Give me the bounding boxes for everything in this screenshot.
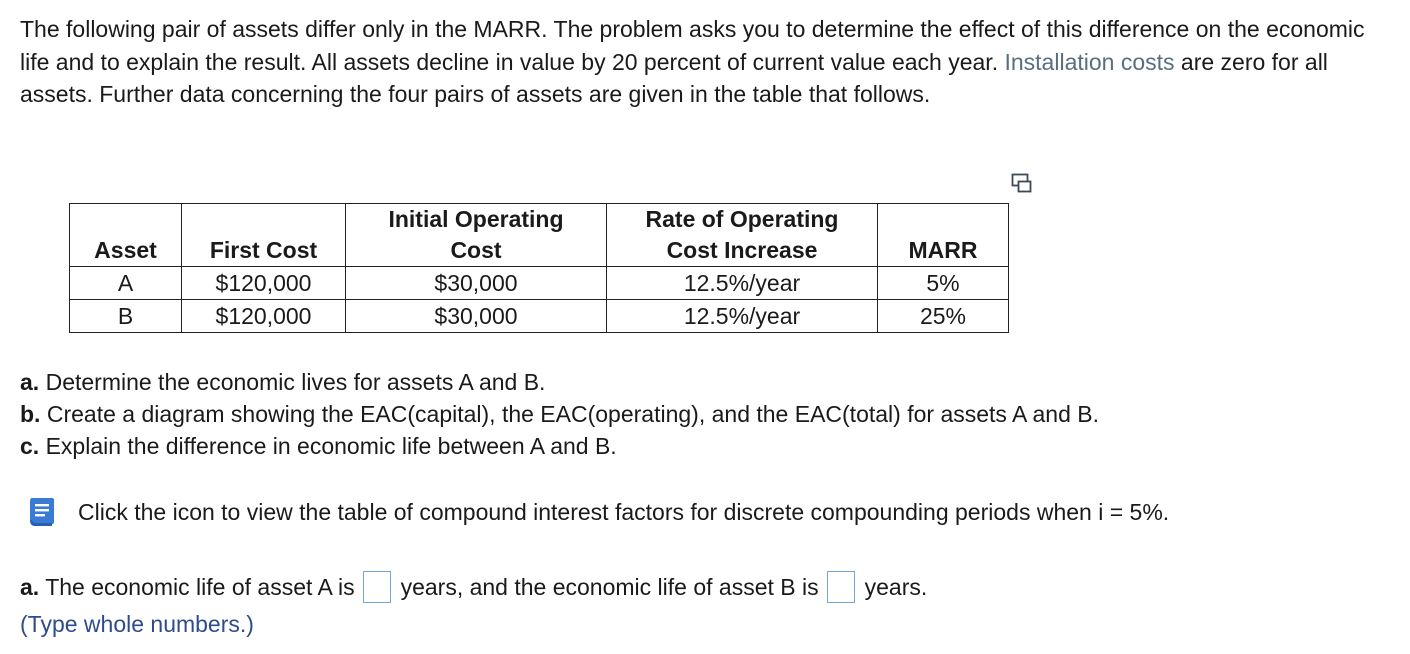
answer-text-3: years. xyxy=(864,574,928,600)
cell-initial-op: $30,000 xyxy=(346,267,607,300)
answer-row xyxy=(20,570,927,604)
intro-text-2: are zero for all assets. Further data concerning the four pairs of assets are given in the table that follows. xyxy=(20,48,1328,107)
header-initial-op-line1: Initial Operating xyxy=(388,206,564,232)
question-a-label: a. xyxy=(20,369,40,395)
answer-text-1: The economic life of asset A is xyxy=(45,574,355,600)
cell-first-cost: $120,000 xyxy=(182,300,346,333)
interest-table-reference xyxy=(24,495,1169,529)
question-a xyxy=(20,366,1099,398)
cell-first-cost: $120,000 xyxy=(182,267,346,300)
header-first-cost: First Cost xyxy=(182,204,346,267)
book-icon[interactable] xyxy=(24,495,58,529)
cell-marr: 25% xyxy=(878,300,1009,333)
table-row xyxy=(70,267,1009,300)
question-b-label: b. xyxy=(20,401,41,427)
asset-data-table xyxy=(69,203,1009,333)
cell-marr: 5% xyxy=(878,267,1009,300)
header-asset: Asset xyxy=(70,204,182,267)
question-b-text: Create a diagram showing the EAC(capital), the EAC(operating), and the EAC(total) for assets A and B. xyxy=(40,401,1099,427)
question-a-text: Determine the economic lives for assets A and B. xyxy=(39,369,546,395)
question-c-text: Explain the difference in economic life between A and B. xyxy=(39,433,617,459)
question-c-label: c. xyxy=(20,433,40,459)
economic-life-b-input[interactable] xyxy=(827,571,855,603)
header-initial-op-line2: Cost xyxy=(450,237,502,263)
table-header-row xyxy=(70,204,1009,267)
intro-text-1: The following pair of assets differ only in the MARR. The problem asks you to determine the effect of this difference on the economic life and to explain the result. All assets decline in value by 20 percent of current value each year. xyxy=(20,16,1365,75)
header-marr: MARR xyxy=(878,204,1009,267)
header-rate-line1: Rate of Operating xyxy=(645,206,839,232)
cell-asset: B xyxy=(70,300,182,333)
copy-table-icon[interactable] xyxy=(1011,172,1033,194)
header-initial-operating-cost xyxy=(346,204,607,267)
header-rate-of-increase xyxy=(607,204,878,267)
question-b xyxy=(20,398,1099,430)
problem-intro xyxy=(20,13,1390,111)
answer-label: a. xyxy=(20,574,40,600)
cell-asset: A xyxy=(70,267,182,300)
reference-text: Click the icon to view the table of compound interest factors for discrete compounding periods when i = 5%. xyxy=(78,499,1170,525)
economic-life-a-input[interactable] xyxy=(363,571,391,603)
question-c xyxy=(20,430,1099,462)
cell-rate: 12.5%/year xyxy=(607,300,878,333)
answer-text-2: years, and the economic life of asset B is xyxy=(400,574,819,600)
table-row xyxy=(70,300,1009,333)
installation-costs-link[interactable]: Installation costs xyxy=(1004,48,1175,75)
answer-hint: (Type whole numbers.) xyxy=(20,611,254,637)
header-rate-line2: Cost Increase xyxy=(666,237,818,263)
cell-initial-op: $30,000 xyxy=(346,300,607,333)
question-list xyxy=(20,366,1099,462)
cell-rate: 12.5%/year xyxy=(607,267,878,300)
